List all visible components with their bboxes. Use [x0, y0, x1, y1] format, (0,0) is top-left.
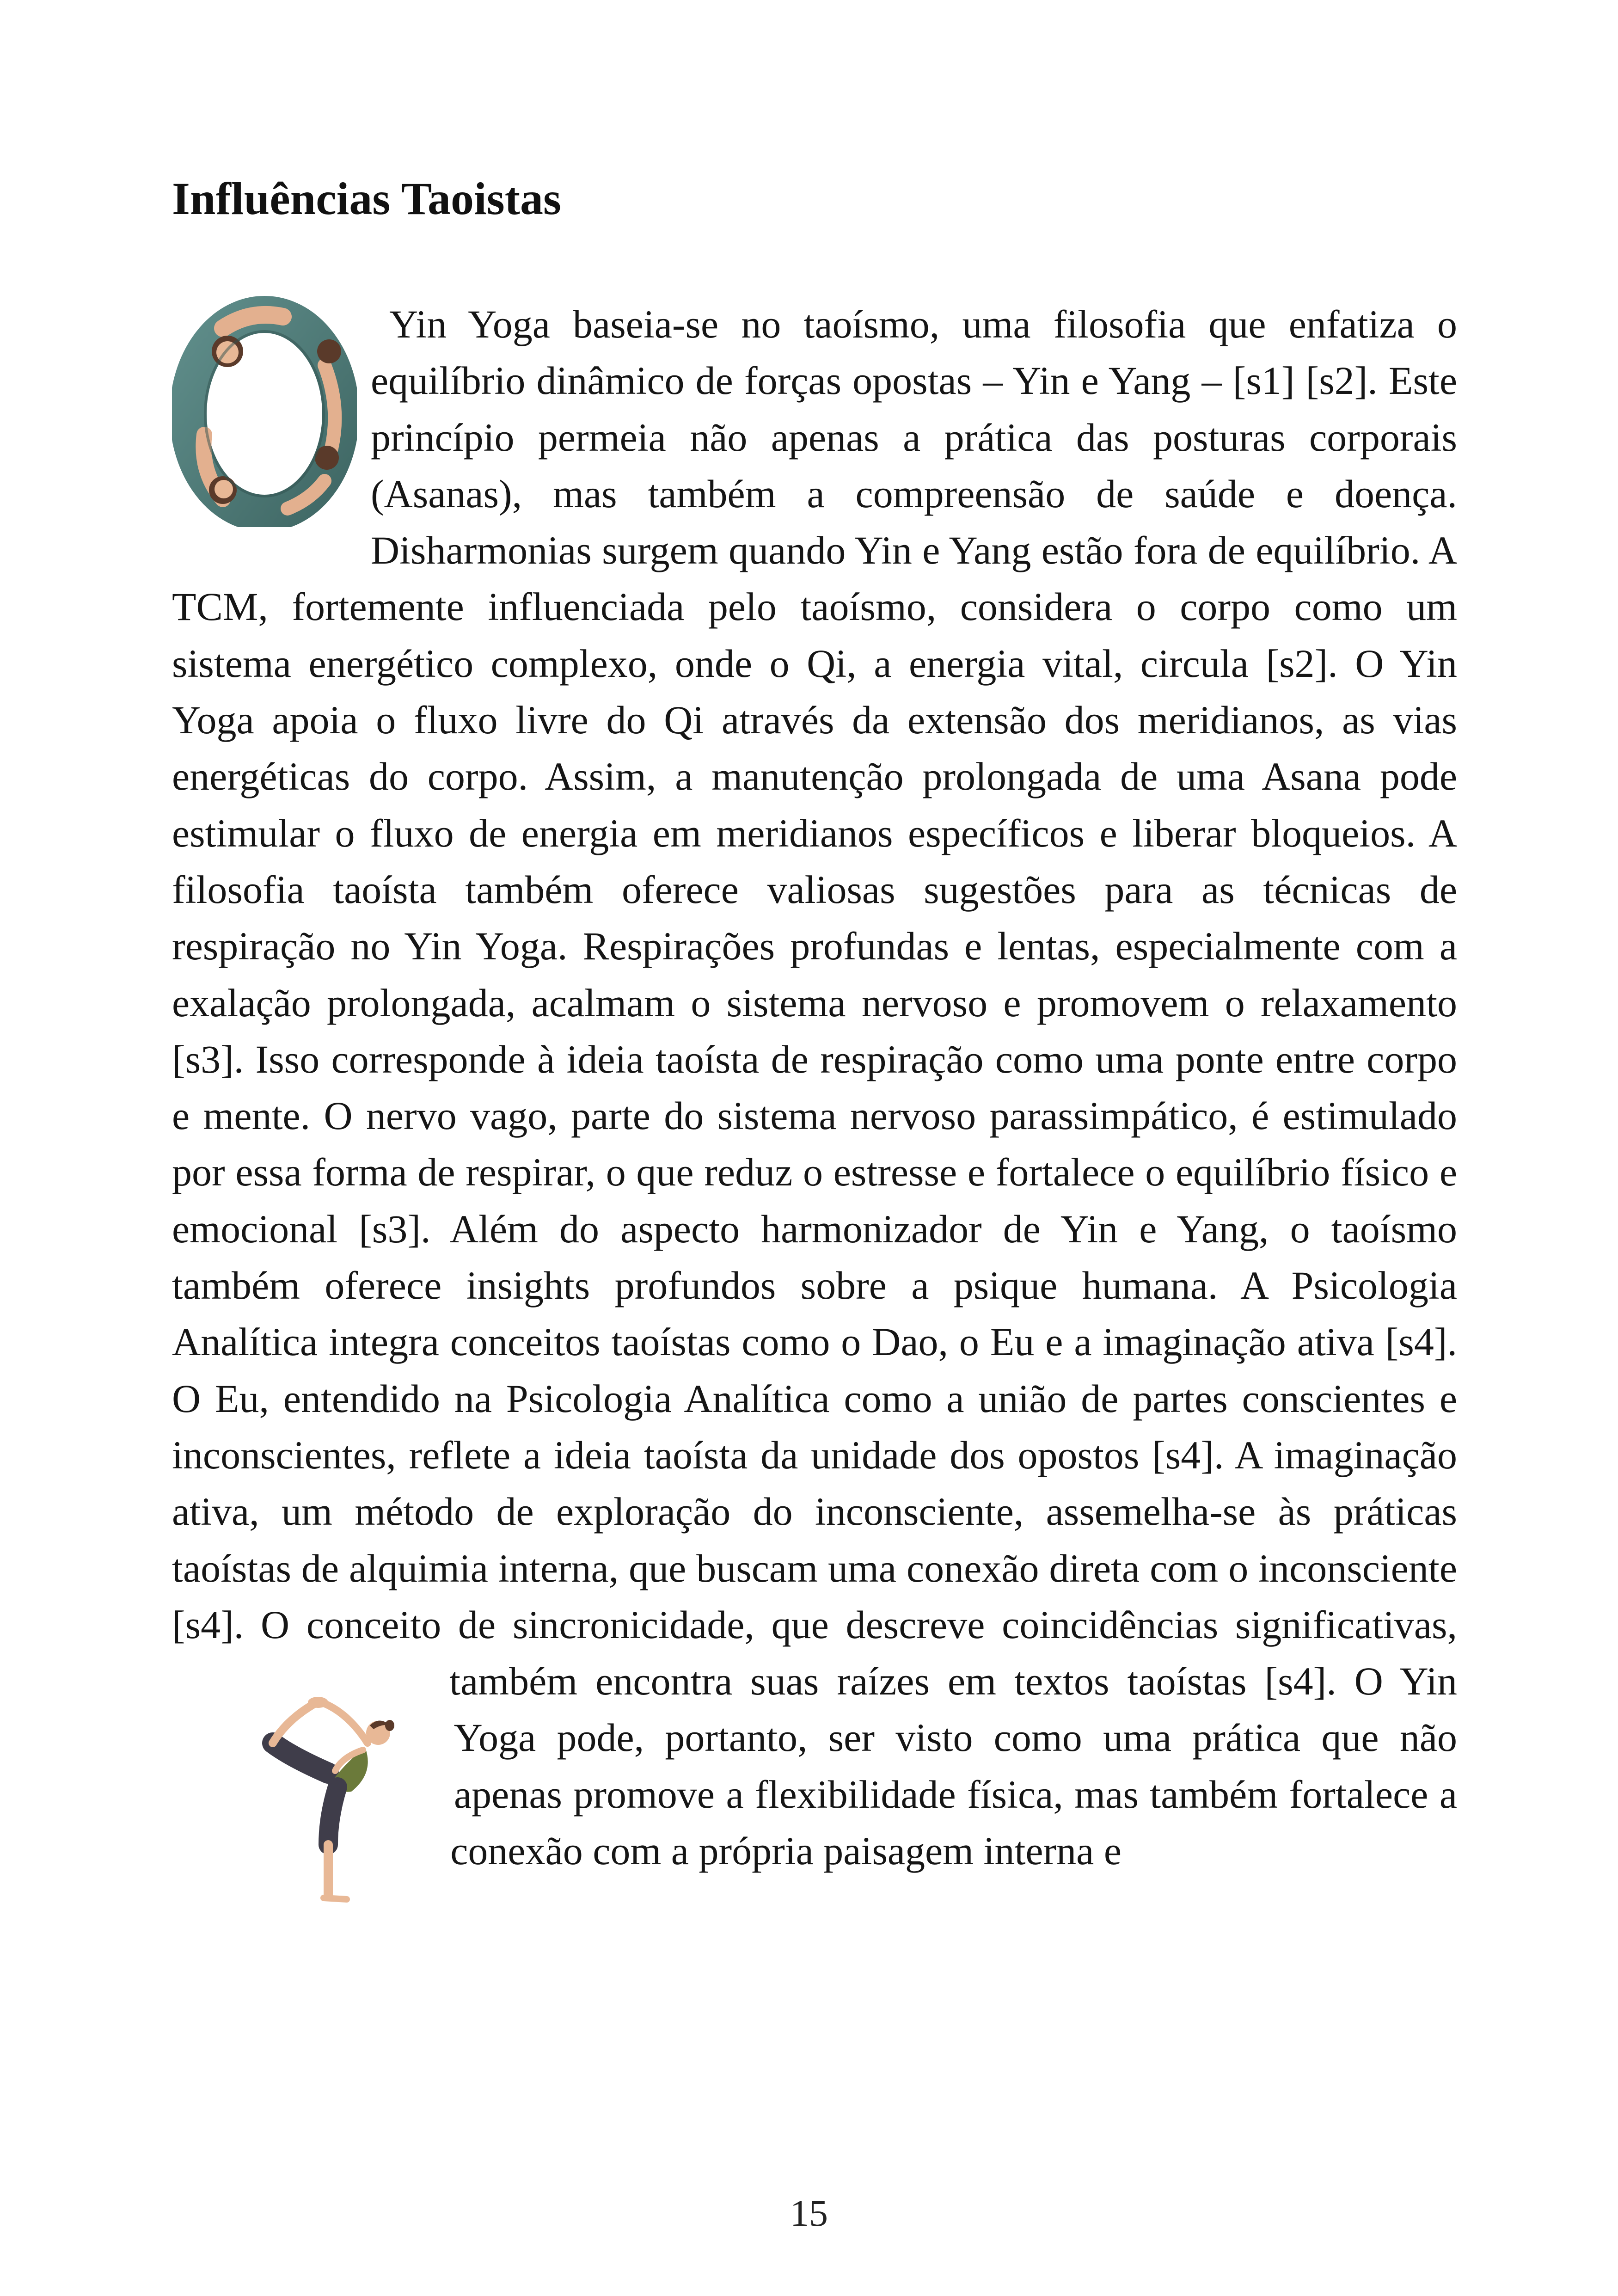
body-paragraph: Yin Yoga baseia-se no taoísmo, uma filosofia que enfatiza o equilíbrio dinâmico de forças opostas – Yin e Yang – [s1] [s2]. Este princípio permeia não apenas a prática das posturas corporais (Asanas), mas também a compreensão de saúde e doença. Disharmonias surgem quando Yin e Yang estão fora de equilíbrio. A TCM, fortemente influenciada pelo taoísmo, considera o corpo como um sistema energético complexo, onde o Qi, a energia vital, circula [s2]. O Yin Yoga apoia o fluxo livre do Qi através da extensão dos meridianos, as vias energéticas do corpo. Assim, a manutenção prolongada de uma Asana pode estimular o fluxo de energia em meridianos específicos e liberar bloqueios. A filosofia taoísta também oferece valiosas sugestões para as técnicas de respiração no Yin Yoga. Respirações profundas e lentas, especialmente com a exalação prolongada, acalmam o sistema nervoso e promovem o relaxamento [s3]. Isso corresponde à ideia taoísta de respiração como uma ponte entre corpo e mente. O nervo vago, parte do sistema nervoso parassimpático, é estimulado por essa forma de respirar, o que reduz o estresse e fortalece o equilíbrio físico e emocional [s3]. Além do aspecto harmonizador de Yin e Yang, o taoísmo também oferece insights profundos sobre a psique humana. A Psicologia Analítica integra conceitos taoístas como o Dao, o Eu e a imaginação ativa [s4]. O Eu, entendido na Psicologia Analítica como a união de partes conscientes e inconscientes, reflete a ideia taoísta da unidade dos opostos [s4]. A imaginação ativa, um método de exploração do inconsciente, assemelha-se às práticas taoístas de alquimia interna, que buscam uma conexão direta com o inconsciente [s4]. O conceito de sincronicidade, que descreve coincidências significativas, também encontra suas raízes em textos taoístas [s4]. O Yin Yoga pode, portanto, ser visto como uma prática que não apenas promove a flexibilidade física, mas também fortalece a conexão com a própria paisagem interna e	[172, 302, 1457, 1873]
dancer-pose-space	[172, 1653, 459, 1992]
drop-cap-space	[172, 296, 371, 527]
body-text	[172, 296, 1457, 1992]
page-number: 15	[790, 2192, 828, 2234]
section-heading: Influências Taoistas	[172, 173, 561, 224]
